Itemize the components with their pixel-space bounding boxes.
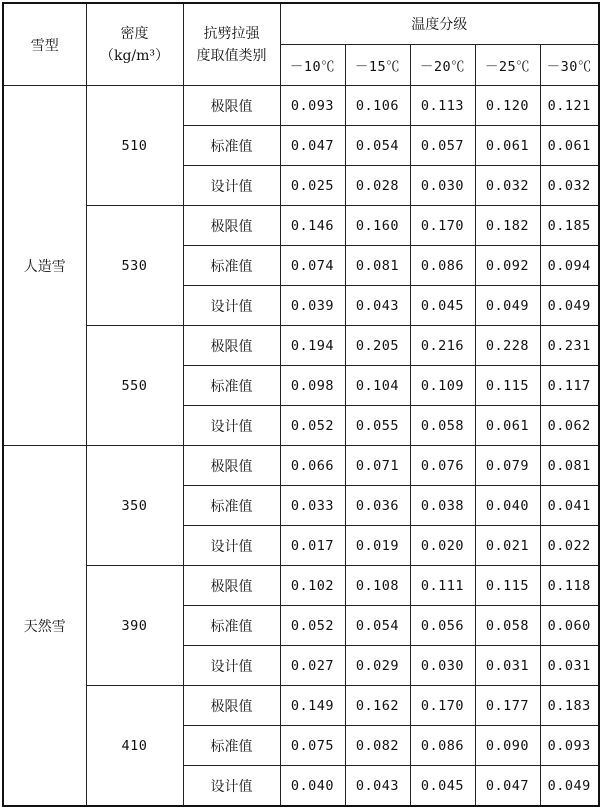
value-cell: 0.104 <box>345 366 410 406</box>
value-cell: 0.054 <box>345 126 410 166</box>
value-cell: 0.177 <box>475 686 540 726</box>
category-cell: 设计值 <box>183 406 280 446</box>
value-cell: 0.040 <box>280 766 345 807</box>
density-cell: 510 <box>86 86 183 206</box>
table-row <box>3 86 599 126</box>
value-cell: 0.047 <box>475 766 540 807</box>
value-cell: 0.185 <box>540 206 599 246</box>
value-cell: 0.146 <box>280 206 345 246</box>
category-cell: 设计值 <box>183 766 280 807</box>
value-cell: 0.082 <box>345 726 410 766</box>
header-temp: －25℃ <box>475 45 540 86</box>
value-cell: 0.102 <box>280 566 345 606</box>
value-cell: 0.019 <box>345 526 410 566</box>
snow-type-cell: 人造雪 <box>3 86 86 446</box>
value-cell: 0.066 <box>280 446 345 486</box>
value-cell: 0.052 <box>280 406 345 446</box>
value-cell: 0.017 <box>280 526 345 566</box>
snow-type-cell: 天然雪 <box>3 446 86 807</box>
category-cell: 标准值 <box>183 486 280 526</box>
value-cell: 0.228 <box>475 326 540 366</box>
value-cell: 0.121 <box>540 86 599 126</box>
value-cell: 0.075 <box>280 726 345 766</box>
value-cell: 0.081 <box>540 446 599 486</box>
header-category-line2: 度取值类别 <box>196 47 267 64</box>
value-cell: 0.111 <box>410 566 475 606</box>
value-cell: 0.216 <box>410 326 475 366</box>
value-cell: 0.108 <box>345 566 410 606</box>
header-temp: －30℃ <box>540 45 599 86</box>
value-cell: 0.162 <box>345 686 410 726</box>
value-cell: 0.061 <box>540 126 599 166</box>
value-cell: 0.049 <box>475 286 540 326</box>
value-cell: 0.109 <box>410 366 475 406</box>
value-cell: 0.170 <box>410 686 475 726</box>
header-temp: －20℃ <box>410 45 475 86</box>
value-cell: 0.081 <box>345 246 410 286</box>
value-cell: 0.025 <box>280 166 345 206</box>
value-cell: 0.205 <box>345 326 410 366</box>
value-cell: 0.093 <box>280 86 345 126</box>
category-cell: 标准值 <box>183 126 280 166</box>
density-cell: 550 <box>86 326 183 446</box>
header-category-line1: 抗劈拉强 <box>203 25 260 42</box>
value-cell: 0.056 <box>410 606 475 646</box>
value-cell: 0.028 <box>345 166 410 206</box>
value-cell: 0.029 <box>345 646 410 686</box>
value-cell: 0.045 <box>410 766 475 807</box>
header-category <box>183 3 280 86</box>
value-cell: 0.093 <box>540 726 599 766</box>
category-cell: 标准值 <box>183 606 280 646</box>
category-cell: 设计值 <box>183 286 280 326</box>
value-cell: 0.194 <box>280 326 345 366</box>
category-cell: 设计值 <box>183 526 280 566</box>
value-cell: 0.170 <box>410 206 475 246</box>
category-cell: 标准值 <box>183 726 280 766</box>
value-cell: 0.090 <box>475 726 540 766</box>
value-cell: 0.043 <box>345 286 410 326</box>
category-cell: 设计值 <box>183 646 280 686</box>
value-cell: 0.020 <box>410 526 475 566</box>
value-cell: 0.079 <box>475 446 540 486</box>
category-cell: 设计值 <box>183 166 280 206</box>
value-cell: 0.058 <box>410 406 475 446</box>
value-cell: 0.120 <box>475 86 540 126</box>
value-cell: 0.052 <box>280 606 345 646</box>
value-cell: 0.118 <box>540 566 599 606</box>
value-cell: 0.062 <box>540 406 599 446</box>
value-cell: 0.076 <box>410 446 475 486</box>
value-cell: 0.057 <box>410 126 475 166</box>
header-temp: －10℃ <box>280 45 345 86</box>
value-cell: 0.098 <box>280 366 345 406</box>
value-cell: 0.041 <box>540 486 599 526</box>
value-cell: 0.149 <box>280 686 345 726</box>
category-cell: 极限值 <box>183 686 280 726</box>
value-cell: 0.045 <box>410 286 475 326</box>
value-cell: 0.038 <box>410 486 475 526</box>
header-density <box>86 3 183 86</box>
value-cell: 0.055 <box>345 406 410 446</box>
value-cell: 0.031 <box>540 646 599 686</box>
density-cell: 410 <box>86 686 183 807</box>
header-temperature-group: 温度分级 <box>280 3 599 45</box>
value-cell: 0.033 <box>280 486 345 526</box>
value-cell: 0.113 <box>410 86 475 126</box>
value-cell: 0.160 <box>345 206 410 246</box>
table-row <box>3 326 599 366</box>
value-cell: 0.039 <box>280 286 345 326</box>
value-cell: 0.031 <box>475 646 540 686</box>
value-cell: 0.054 <box>345 606 410 646</box>
category-cell: 标准值 <box>183 246 280 286</box>
value-cell: 0.231 <box>540 326 599 366</box>
value-cell: 0.058 <box>475 606 540 646</box>
header-density-line1: 密度 <box>120 25 149 42</box>
value-cell: 0.086 <box>410 726 475 766</box>
value-cell: 0.086 <box>410 246 475 286</box>
value-cell: 0.071 <box>345 446 410 486</box>
value-cell: 0.049 <box>540 766 599 807</box>
value-cell: 0.117 <box>540 366 599 406</box>
value-cell: 0.061 <box>475 406 540 446</box>
header-snow-type: 雪型 <box>3 3 86 86</box>
category-cell: 极限值 <box>183 566 280 606</box>
density-cell: 390 <box>86 566 183 686</box>
value-cell: 0.030 <box>410 166 475 206</box>
value-cell: 0.183 <box>540 686 599 726</box>
value-cell: 0.021 <box>475 526 540 566</box>
header-row-1 <box>3 3 599 45</box>
value-cell: 0.040 <box>475 486 540 526</box>
category-cell: 极限值 <box>183 206 280 246</box>
density-cell: 350 <box>86 446 183 566</box>
value-cell: 0.092 <box>475 246 540 286</box>
value-cell: 0.061 <box>475 126 540 166</box>
value-cell: 0.027 <box>280 646 345 686</box>
table-row <box>3 446 599 486</box>
value-cell: 0.049 <box>540 286 599 326</box>
value-cell: 0.115 <box>475 566 540 606</box>
value-cell: 0.047 <box>280 126 345 166</box>
value-cell: 0.032 <box>475 166 540 206</box>
value-cell: 0.022 <box>540 526 599 566</box>
snow-strength-table <box>2 2 600 807</box>
data-table-container <box>2 2 600 807</box>
value-cell: 0.115 <box>475 366 540 406</box>
value-cell: 0.094 <box>540 246 599 286</box>
value-cell: 0.043 <box>345 766 410 807</box>
table-row <box>3 566 599 606</box>
category-cell: 极限值 <box>183 326 280 366</box>
header-density-line2: （kg/m³） <box>99 47 170 64</box>
category-cell: 极限值 <box>183 446 280 486</box>
category-cell: 标准值 <box>183 366 280 406</box>
table-row <box>3 206 599 246</box>
value-cell: 0.106 <box>345 86 410 126</box>
header-temp: －15℃ <box>345 45 410 86</box>
table-row <box>3 686 599 726</box>
density-cell: 530 <box>86 206 183 326</box>
value-cell: 0.060 <box>540 606 599 646</box>
category-cell: 极限值 <box>183 86 280 126</box>
value-cell: 0.182 <box>475 206 540 246</box>
value-cell: 0.030 <box>410 646 475 686</box>
value-cell: 0.036 <box>345 486 410 526</box>
value-cell: 0.032 <box>540 166 599 206</box>
value-cell: 0.074 <box>280 246 345 286</box>
